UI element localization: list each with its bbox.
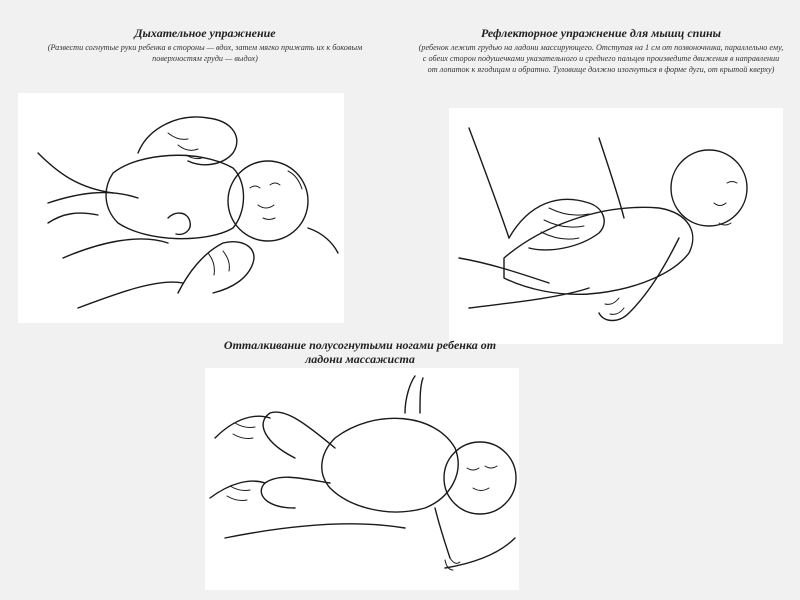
leg-push-exercise-illustration-icon bbox=[205, 368, 519, 590]
exercise-1-caption bbox=[40, 26, 370, 64]
exercise-2-title: Рефлекторное упражнение для мышц спины bbox=[480, 26, 722, 40]
exercise-1-description: (Развести согнутые руки ребенка в стороны — вдох, затем мягко прижать их к боковым поверхностям груди — выдох) bbox=[47, 43, 363, 63]
breathing-exercise-illustration-icon bbox=[18, 93, 344, 323]
exercise-3-caption bbox=[210, 338, 510, 366]
exercise-2-description: (ребенок лежит грудью на ладони массирующего. Отступая на 1 см от позвоночника, параллельно ему, с обеих сторон подушечками указательного и среднего пальцев произведите движения в направлении от лопаток к ягодицам и обратно. Туловище должно изогнуться в форме дуги, от крытой кверху) bbox=[418, 43, 784, 74]
exercise-2-caption bbox=[418, 26, 784, 75]
exercise-3-title: Отталкивание полусогнутыми ногами ребенка от ладони массажиста bbox=[223, 338, 497, 366]
exercise-1-title: Дыхательное упражнение bbox=[134, 26, 276, 40]
back-reflex-exercise-illustration-icon bbox=[449, 108, 783, 344]
